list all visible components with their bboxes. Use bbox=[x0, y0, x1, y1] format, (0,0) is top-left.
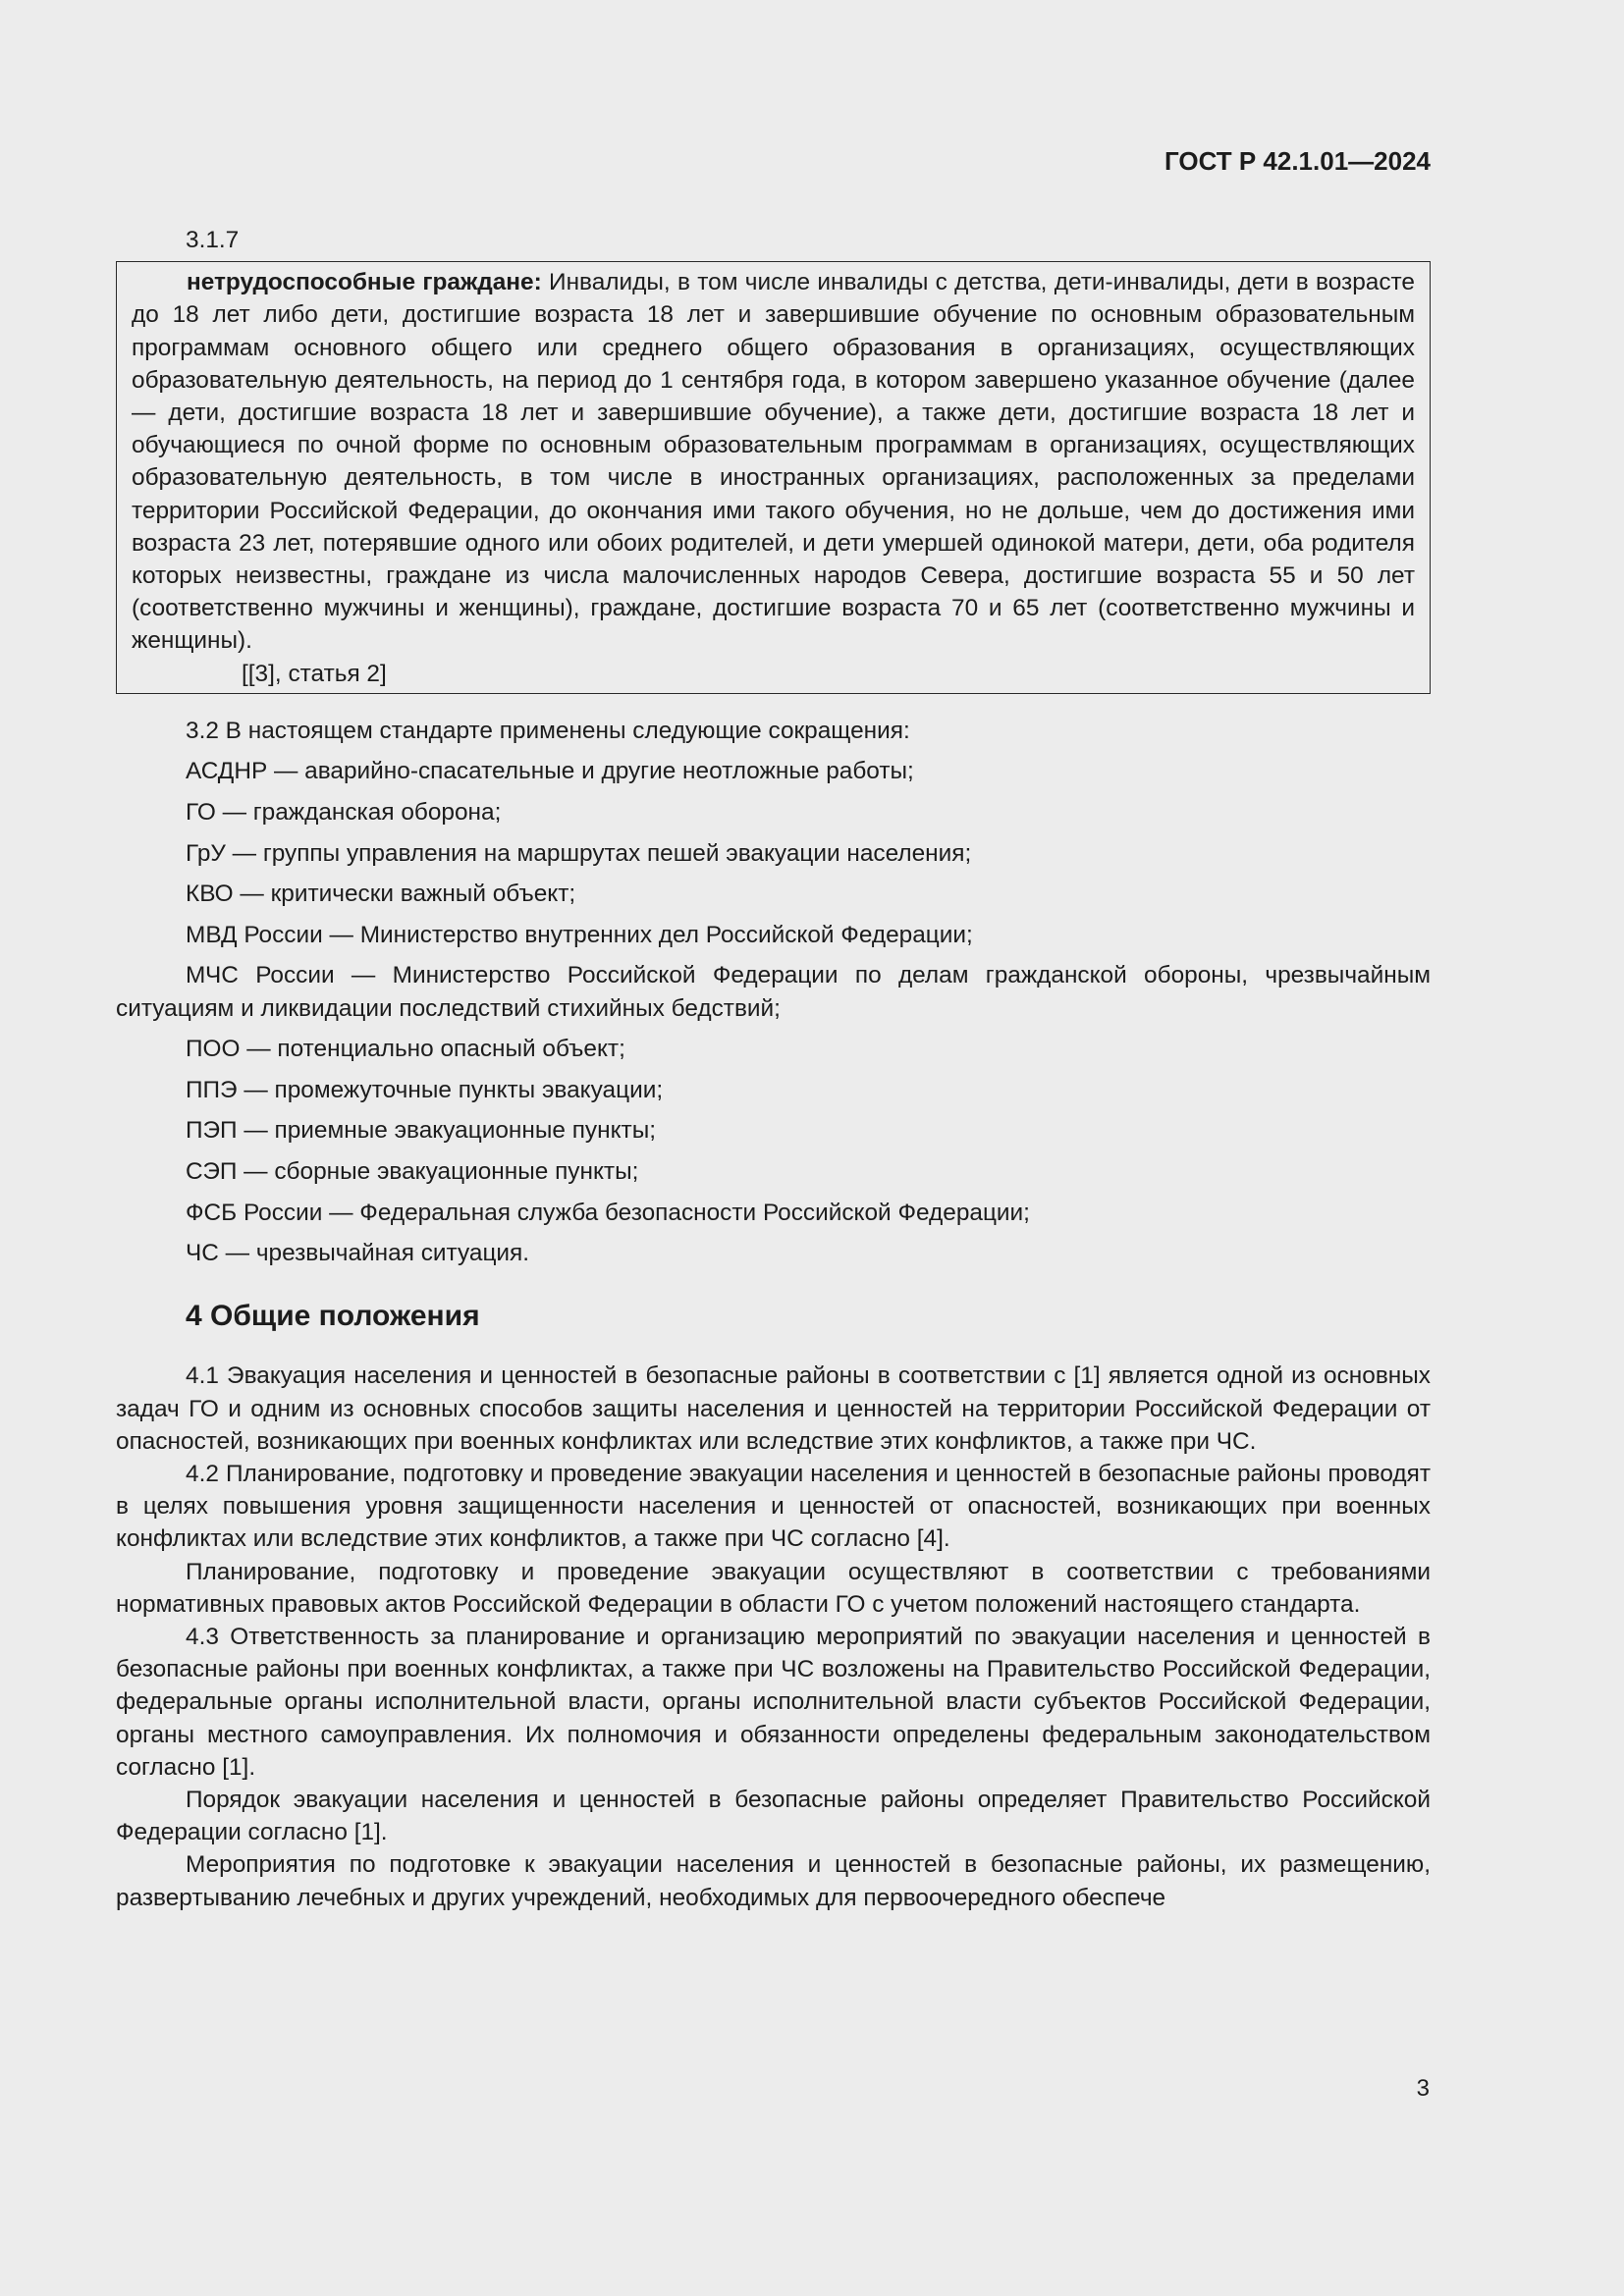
definition-source: [[3], статья 2] bbox=[242, 660, 387, 687]
definition-number: 3.1.7 bbox=[186, 227, 240, 253]
abbreviation-item: ГО — гражданская оборона; bbox=[186, 799, 502, 827]
abbreviation-item: ПЭП — приемные эвакуационные пункты; bbox=[186, 1117, 656, 1145]
definition-term: нетрудоспособные граждане: bbox=[187, 269, 542, 296]
section-paragraph: Планирование, подготовку и проведение эвакуации осуществляют в соответствии с требованиями нормативных правовых актов Российской Федерации в области ГО с учетом положений настоящего стандарта. bbox=[116, 1558, 1431, 1618]
abbreviation-item: МЧС России — Министерство Российской Федерации по делам гражданской обороны, чрезвычайным ситуациям и ликвидации последствий стихийных бедствий; bbox=[116, 962, 1431, 1022]
definition-text: Инвалиды, в том числе инвалиды с детства, дети-инвалиды, дети в возрасте до 18 лет либо дети, достигшие возраста 18 лет и завершившие обучение по основным образовательным программам основного общего или среднего общего образования в организациях, осуществляющих образовательную деятельность, на период до 1 сентября года, в котором завершено указанное обучение (далее — дети, достигшие возраста 18 лет и завершившие обучение), а также дети, достигшие возраста 18 лет и обучающиеся по очной форме по основным образовательным программам в организациях, осуществляющих образовательную деятельность, в том числе в иностранных организациях, расположенных за пределами территории Российской Федерации, до окончания ими такого обучения, но не дольше, чем до достижения ими возраста 23 лет, потерявшие одного или обоих родителей, и дети умершей одинокой матери, дети, оба родителя которых неизвестны, граждане из числа малочисленных народов Севера, достигшие возраста 55 и 50 лет (соответственно мужчины и женщины), граждане, достигшие возраста 70 и 65 лет (соответственно мужчины и женщины). bbox=[132, 269, 1415, 655]
section-paragraph: 4.1 Эвакуация населения и ценностей в безопасные районы в соответствии с [1] является одной из основных задач ГО и одним из основных способов защиты населения и ценностей на территории Российской Федерации от опасностей, возникающих при военных конфликтах или вследствие этих конфликтов, а также при ЧС. bbox=[116, 1362, 1431, 1455]
section-paragraph: Порядок эвакуации населения и ценностей в безопасные районы определяет Правительство Российской Федерации согласно [1]. bbox=[116, 1787, 1431, 1846]
page-content bbox=[116, 224, 1431, 1914]
section-paragraph: Мероприятия по подготовке к эвакуации населения и ценностей в безопасные районы, их размещению, развертыванию лечебных и других учреждений, необходимых для первоочередного обеспече bbox=[116, 1851, 1431, 1911]
section-title: 4 Общие положения bbox=[186, 1300, 480, 1333]
section-paragraph: 4.2 Планирование, подготовку и проведение эвакуации населения и ценностей в безопасные районы проводят в целях повышения уровня защищенности населения и ценностей от опасностей, возникающих при военных конфликтах или вследствие этих конфликтов, а также при ЧС согласно [4]. bbox=[116, 1460, 1431, 1553]
abbreviation-item: ГрУ — группы управления на маршрутах пешей эвакуации населения; bbox=[186, 839, 972, 867]
abbreviation-item: ФСБ России — Федеральная служба безопасности Российской Федерации; bbox=[186, 1199, 1030, 1226]
section-paragraph: 4.3 Ответственность за планирование и организацию мероприятий по эвакуации населения и ценностей в безопасные районы при военных конфликтах, а также при ЧС возложены на Правительство Российской Федерации, федеральные органы исполнительной власти, органы исполнительной власти субъектов Российской Федерации, органы местного самоуправления. Их полномочия и обязанности определены федеральным законодательством согласно [1]. bbox=[116, 1624, 1431, 1781]
abbreviation-item: АСДНР — аварийно-спасательные и другие неотложные работы; bbox=[186, 758, 914, 785]
definition-box bbox=[116, 261, 1431, 694]
page-number: 3 bbox=[1416, 2075, 1430, 2102]
abbreviation-item: СЭП — сборные эвакуационные пункты; bbox=[186, 1157, 639, 1185]
definition-paragraph bbox=[132, 266, 1415, 657]
abbreviation-item: ППЭ — промежуточные пункты эвакуации; bbox=[186, 1076, 664, 1103]
abbreviation-item: ЧС — чрезвычайная ситуация. bbox=[186, 1240, 530, 1267]
abbreviation-item: КВО — критически важный объект; bbox=[186, 881, 576, 908]
abbreviations-intro: 3.2 В настоящем стандарте применены следующие сокращения: bbox=[186, 717, 910, 744]
document-header-id: ГОСТ Р 42.1.01—2024 bbox=[1164, 146, 1431, 176]
abbreviation-item: ПОО — потенциально опасный объект; bbox=[186, 1036, 625, 1063]
abbreviation-item: МВД России — Министерство внутренних дел Российской Федерации; bbox=[186, 921, 973, 948]
